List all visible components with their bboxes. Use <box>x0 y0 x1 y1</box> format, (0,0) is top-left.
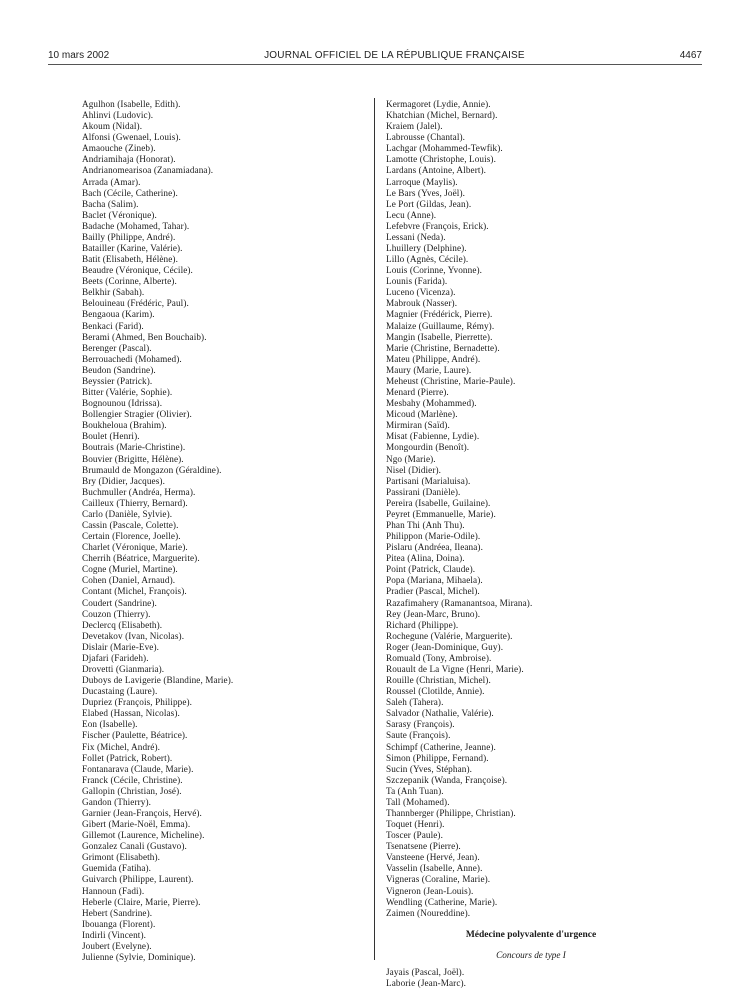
list-item: Hebert (Sandrine). <box>82 907 153 918</box>
list-item: Gonzalez Canali (Gustavo). <box>82 841 187 852</box>
list-item: Certain (Florence, Joelle). <box>82 531 181 542</box>
list-item: Bengaoua (Karim). <box>82 309 155 320</box>
list-item: Vigneras (Coraline, Marie). <box>386 874 491 885</box>
list-item: Gibert (Marie-Noël, Emma). <box>82 819 191 830</box>
list-item: Louis (Corinne, Yvonne). <box>386 265 483 276</box>
list-item: Vansteene (Hervé, Jean). <box>386 852 480 863</box>
list-item: Hannoun (Fadi). <box>82 885 145 896</box>
list-item: Bitter (Valérie, Sophie). <box>82 387 173 398</box>
list-item: Mabrouk (Nasser). <box>386 298 458 309</box>
list-item: Boukheloua (Brahim). <box>82 420 167 431</box>
list-item: Heberle (Claire, Marie, Pierre). <box>82 896 201 907</box>
header-rule <box>48 64 702 65</box>
list-item: Cherrih (Béatrice, Marguerite). <box>82 553 200 564</box>
list-item: Devetakov (Ivan, Nicolas). <box>82 630 185 641</box>
list-item: Indirli (Vincent). <box>82 929 147 940</box>
list-item: Contant (Michel, François). <box>82 586 187 597</box>
list-item: Lamotte (Christophe, Louis). <box>386 154 496 165</box>
list-item: Pislaru (Andréea, Ileana). <box>386 542 483 553</box>
list-item: Buchmuller (Andréa, Herma). <box>82 486 196 497</box>
list-item: Simon (Philippe, Fernand). <box>386 752 489 763</box>
list-item: Schimpf (Catherine, Jeanne). <box>386 741 496 752</box>
list-item: Vasselin (Isabelle, Anne). <box>386 863 483 874</box>
list-item: Gillemot (Laurence, Micheline). <box>82 830 205 841</box>
list-item: Roger (Jean-Dominique, Guy). <box>386 641 504 652</box>
list-item: Berami (Ahmed, Ben Bouchaib). <box>82 331 207 342</box>
list-item: Akoum (Nidal). <box>82 121 143 132</box>
list-item: Joubert (Evelyne). <box>82 940 152 951</box>
section-subtitle: Concours de type I <box>496 949 566 960</box>
list-item: Andrianomearisoa (Zanamiadana). <box>82 165 214 176</box>
left-name-list <box>82 99 352 963</box>
list-item: Mangin (Isabelle, Pierrette). <box>386 331 493 342</box>
list-item: Meheust (Christine, Marie-Paule). <box>386 375 516 386</box>
list-item: Carlo (Danièle, Sylvie). <box>82 508 173 519</box>
list-item: Grimont (Elisabeth). <box>82 852 161 863</box>
list-item: Lachgar (Mohammed-Tewfik). <box>386 143 503 154</box>
list-item: Mateu (Philippe, André). <box>386 353 481 364</box>
list-item: Coudert (Sandrine). <box>82 597 157 608</box>
list-item: Dupriez (François, Philippe). <box>82 697 193 708</box>
list-item: Pereira (Isabelle, Guilaine). <box>386 497 491 508</box>
list-item: Belouineau (Frédéric, Paul). <box>82 298 189 309</box>
list-item: Wendling (Catherine, Marie). <box>386 896 498 907</box>
list-item: Cohen (Daniel, Arnaud). <box>82 575 176 586</box>
list-item: Le Bars (Yves, Joël). <box>386 187 465 198</box>
list-item: Mongourdin (Benoît). <box>386 442 470 453</box>
list-item: Belkhir (Sabah). <box>82 287 145 298</box>
header-title: JOURNAL OFFICIEL DE LA RÉPUBLIQUE FRANÇAISE <box>264 50 525 61</box>
list-item: Salvador (Nathalie, Valérie). <box>386 708 494 719</box>
list-item: Benkaci (Farid). <box>82 320 144 331</box>
list-item: Romuald (Tony, Ambroise). <box>386 652 492 663</box>
list-item: Bry (Didier, Jacques). <box>82 475 165 486</box>
list-item: Sucin (Yves, Stéphan). <box>386 763 472 774</box>
list-item: Eon (Isabelle). <box>82 719 138 730</box>
list-item: Ibouanga (Florent). <box>82 918 156 929</box>
list-item: Gallopin (Christian, José). <box>82 785 182 796</box>
list-item: Roussel (Clotilde, Annie). <box>386 686 485 697</box>
list-item: Follet (Patrick, Robert). <box>82 752 173 763</box>
list-item: Beyssier (Patrick). <box>82 375 153 386</box>
list-item: Franck (Cécile, Christine). <box>82 774 183 785</box>
list-item: Drovetti (Gianmaria). <box>82 663 165 674</box>
list-item: Fontanarava (Claude, Marie). <box>82 763 194 774</box>
list-item: Bailly (Philippe, André). <box>82 231 176 242</box>
list-item: Andriamihaja (Honorat). <box>82 154 176 165</box>
list-item: Tall (Mohamed). <box>386 796 450 807</box>
list-item: Rouault de La Vigne (Henri, Marie). <box>386 663 524 674</box>
list-item: Passirani (Danièle). <box>386 486 461 497</box>
list-item: Guemida (Fatiha). <box>82 863 152 874</box>
list-item: Alfonsi (Gwenael, Louis). <box>82 132 181 143</box>
list-item: Beets (Corinne, Alberte). <box>82 276 177 287</box>
list-item: Berenger (Pascal). <box>82 342 152 353</box>
list-item: Thannberger (Philippe, Christian). <box>386 808 516 818</box>
list-item: Toquet (Henri). <box>386 819 445 830</box>
list-item: Ta (Anh Tuan). <box>386 785 444 796</box>
list-item: Rey (Jean-Marc, Bruno). <box>386 608 481 619</box>
list-item: Baclet (Véronique). <box>82 209 157 220</box>
list-item: Duboys de Lavigerie (Blandine, Marie). <box>82 675 234 686</box>
list-item: Ahlinvi (Ludovic). <box>82 110 154 121</box>
section-title: Médecine polyvalente d'urgence <box>465 929 597 940</box>
list-item: Razafimahery (Ramanantsoa, Mirana). <box>386 597 533 608</box>
list-item: Elabed (Hassan, Nicolas). <box>82 708 180 719</box>
list-item: Maury (Marie, Laure). <box>386 364 472 375</box>
list-item: Kraiem (Jalel). <box>386 121 443 132</box>
list-item: Vigneron (Jean-Louis). <box>386 885 474 896</box>
column-divider <box>374 98 375 960</box>
list-item: Pitea (Alina, Doina). <box>386 553 465 564</box>
list-item: Jayais (Pascal, Joël). <box>386 966 465 977</box>
list-item: Pradier (Pascal, Michel). <box>386 586 480 597</box>
list-item: Julienne (Sylvie, Dominique). <box>82 952 196 963</box>
right-name-list <box>386 99 686 919</box>
header-date: 10 mars 2002 <box>48 50 110 61</box>
list-item: Nisel (Didier). <box>386 464 442 475</box>
list-item: Lillo (Agnès, Cécile). <box>386 254 469 265</box>
list-item: Richard (Philippe). <box>386 619 459 630</box>
list-item: Guivarch (Philippe, Laurent). <box>82 874 194 885</box>
list-item: Lessani (Neda). <box>386 231 446 242</box>
list-item: Tsenatsene (Pierre). <box>386 841 461 852</box>
list-item: Popa (Mariana, Mihaela). <box>386 575 483 586</box>
list-item: Boutrais (Marie-Christine). <box>82 442 186 453</box>
list-item: Gandon (Thierry). <box>82 796 152 807</box>
list-item: Saleh (Tahera). <box>386 697 444 708</box>
list-item: Bognounou (Idrissa). <box>82 398 163 409</box>
list-item: Amaouche (Zineb). <box>82 143 156 154</box>
list-item: Ducastaing (Laure). <box>82 686 158 697</box>
list-item: Toscer (Paule). <box>386 830 443 841</box>
list-item: Brumauld de Mongazon (Géraldine). <box>82 464 222 475</box>
list-item: Agulhon (Isabelle, Edith). <box>82 99 181 109</box>
list-item: Point (Patrick, Claude). <box>386 564 476 575</box>
list-item: Micoud (Marlène). <box>386 409 458 420</box>
list-item: Mirmiran (Saïd). <box>386 420 450 431</box>
list-item: Mesbahy (Mohammed). <box>386 398 477 409</box>
list-item: Batit (Elisabeth, Hélène). <box>82 254 178 265</box>
list-item: Djafari (Farideh). <box>82 652 149 663</box>
list-item: Magnier (Frédérick, Pierre). <box>386 309 493 320</box>
list-item: Lounis (Farida). <box>386 276 448 287</box>
list-item: Zaimen (Noureddine). <box>386 907 471 918</box>
list-item: Cogne (Muriel, Martine). <box>82 564 178 575</box>
list-item: Le Port (Gildas, Jean). <box>386 198 472 209</box>
list-item: Arrada (Amar). <box>82 176 141 187</box>
list-item: Lecu (Anne). <box>386 209 437 220</box>
list-item: Kermagoret (Lydie, Annie). <box>386 99 491 109</box>
list-item: Marie (Christine, Bernadette). <box>386 342 500 353</box>
header-page-number: 4467 <box>679 50 702 61</box>
list-item: Rouille (Christian, Michel). <box>386 675 491 686</box>
right-column <box>386 99 686 989</box>
list-item: Sarasy (François). <box>386 719 455 730</box>
list-item: Garnier (Jean-François, Hervé). <box>82 808 202 818</box>
list-item: Cailleux (Thierry, Bernard). <box>82 497 188 508</box>
list-item: Bacha (Salim). <box>82 198 139 209</box>
left-column <box>82 99 352 963</box>
list-item: Charlet (Véronique, Marie). <box>82 542 188 553</box>
list-item: Lhuillery (Delphine). <box>386 243 467 254</box>
list-item: Badache (Mohamed, Tahar). <box>82 220 190 231</box>
list-item: Lardans (Antoine, Albert). <box>386 165 487 176</box>
list-item: Beaudre (Véronique, Cécile). <box>82 265 193 276</box>
list-item: Rochegune (Valérie, Marguerite). <box>386 630 513 641</box>
list-item: Labrousse (Chantal). <box>386 132 466 143</box>
list-item: Bach (Cécile, Catherine). <box>82 187 178 198</box>
list-item: Luceno (Vicenza). <box>386 287 456 298</box>
list-item: Khatchian (Michel, Bernard). <box>386 110 498 121</box>
list-item: Partisani (Marialuisa). <box>386 475 471 486</box>
list-item: Fischer (Paulette, Béatrice). <box>82 730 188 741</box>
list-item: Misat (Fabienne, Lydie). <box>386 431 480 442</box>
list-item: Bouvier (Brigitte, Hélène). <box>82 453 184 464</box>
list-item: Fix (Michel, André). <box>82 741 161 752</box>
list-item: Cassin (Pascale, Colette). <box>82 519 179 530</box>
list-item: Saute (François). <box>386 730 451 741</box>
list-item: Boulet (Henri). <box>82 431 140 442</box>
list-item: Lefebvre (François, Erick). <box>386 220 489 231</box>
list-item: Menard (Pierre). <box>386 387 449 398</box>
list-item: Phan Thi (Anh Thu). <box>386 519 465 530</box>
list-item: Couzon (Thierry). <box>82 608 151 619</box>
list-item: Beudon (Sandrine). <box>82 364 156 375</box>
list-item: Malaize (Guillaume, Rémy). <box>386 320 495 331</box>
list-item: Ngo (Marie). <box>386 453 436 464</box>
list-item: Larroque (Maylis). <box>386 176 458 187</box>
list-item: Batailler (Karine, Valérie). <box>82 243 183 254</box>
list-item: Peyret (Emmanuelle, Marie). <box>386 508 496 519</box>
list-item: Bollengier Stragier (Olivier). <box>82 409 192 420</box>
list-item: Szczepanik (Wanda, Françoise). <box>386 774 508 785</box>
list-item: Berrouachedi (Mohamed). <box>82 353 182 364</box>
list-item: Dislair (Marie-Eve). <box>82 641 159 652</box>
list-item: Laborie (Jean-Marc). <box>386 977 467 988</box>
list-item: Philippon (Marie-Odile). <box>386 531 481 542</box>
page-header <box>48 50 702 61</box>
section-name-list <box>386 967 686 989</box>
list-item: Declercq (Elisabeth). <box>82 619 163 630</box>
